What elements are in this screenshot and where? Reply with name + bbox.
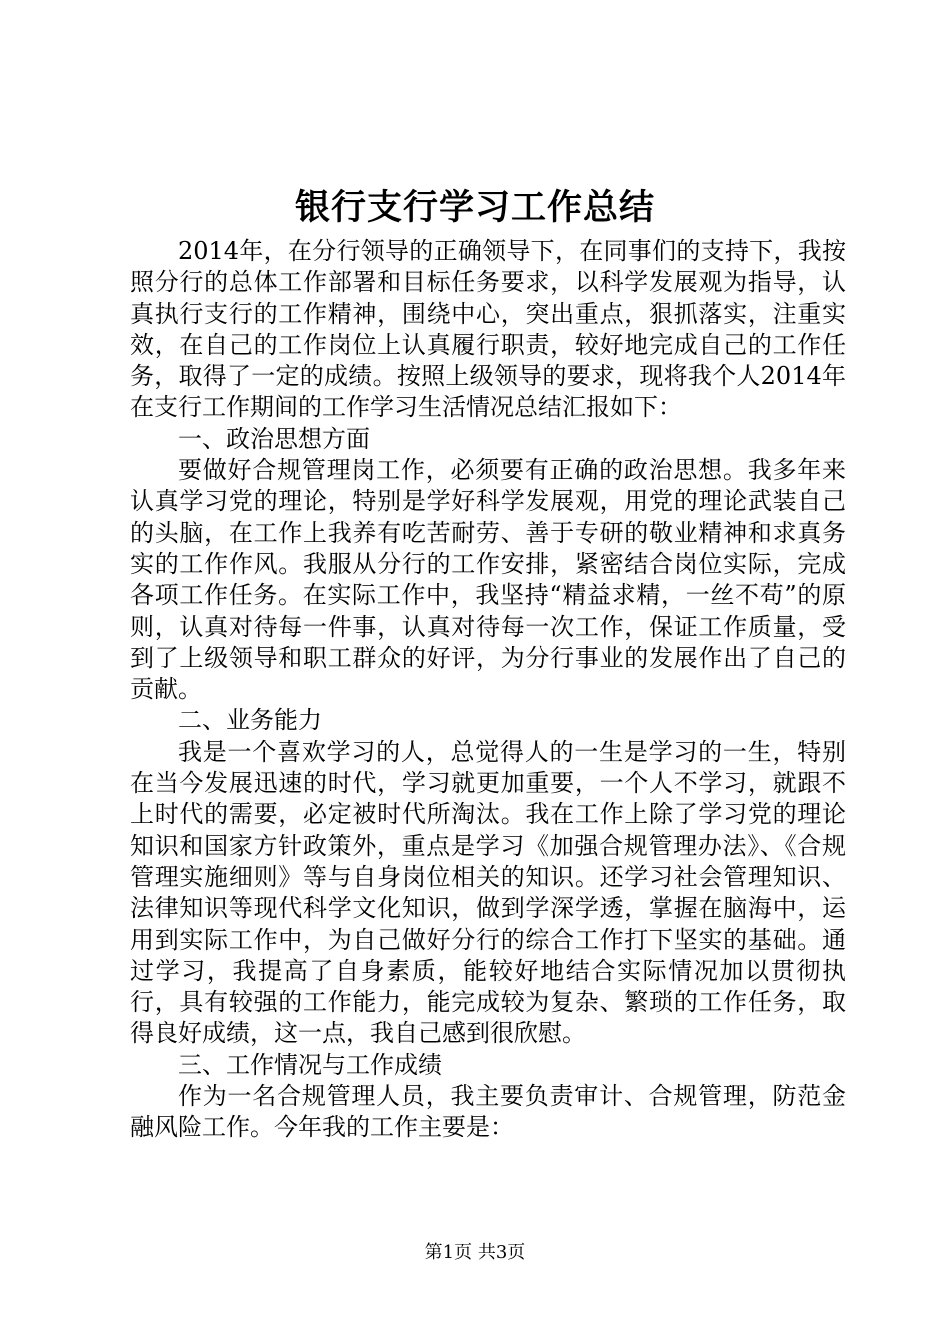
document-body <box>130 236 846 1144</box>
section-heading-ability: 二、业务能力 <box>178 706 322 735</box>
paragraph-work: 作为一名合规管理人员，我主要负责审计、合规管理，防范金融风险工作。今年我的工作主要是： <box>130 1082 846 1142</box>
section-heading-political: 一、政治思想方面 <box>178 424 370 453</box>
section-heading-work: 三、工作情况与工作成绩 <box>178 1050 442 1079</box>
page-number-footer: 第1页 共3页 <box>424 1242 526 1263</box>
paragraph-political: 要做好合规管理岗工作，必须要有正确的政治思想。我多年来认真学习党的理论，特别是学好科学发展观，用党的理论武装自己的头脑，在工作上我养有吃苦耐劳、善于专研的敬业精神和求真务实的工作作风。我服从分行的工作安排，紧密结合岗位实际，完成各项工作任务。在实际工作中，我坚持“精益求精，一丝不苟”的原则，认真对待每一件事，认真对待每一次工作，保证工作质量，受到了上级领导和职工群众的好评，为分行事业的发展作出了自己的贡献。 <box>130 456 846 704</box>
paragraph-intro: 2014年，在分行领导的正确领导下，在同事们的支持下，我按照分行的总体工作部署和目标任务要求，以科学发展观为指导，认真执行支行的工作精神，围绕中心，突出重点，狠抓落实，注重实效，在自己的工作岗位上认真履行职责，较好地完成自己的工作任务，取得了一定的成绩。按照上级领导的要求，现将我个人2014年在支行工作期间的工作学习生活情况总结汇报如下： <box>130 237 846 422</box>
paragraph-ability: 我是一个喜欢学习的人，总觉得人的一生是学习的一生，特别在当今发展迅速的时代，学习就更加重要，一个人不学习，就跟不上时代的需要，必定被时代所淘汰。我在工作上除了学习党的理论知识和国家方针政策外，重点是学习《加强合规管理办法》、《合规管理实施细则》等与自身岗位相关的知识。还学习社会管理知识、法律知识等现代科学文化知识，做到学深学透，掌握在脑海中，运用到实际工作中，为自己做好分行的综合工作打下坚实的基础。通过学习，我提高了自身素质，能较好地结合实际情况加以贯彻执行，具有较强的工作能力，能完成较为复杂、繁琐的工作任务，取得良好成绩，这一点，我自己感到很欣慰。 <box>130 737 846 1048</box>
document-title: 银行支行学习工作总结 <box>294 187 655 228</box>
